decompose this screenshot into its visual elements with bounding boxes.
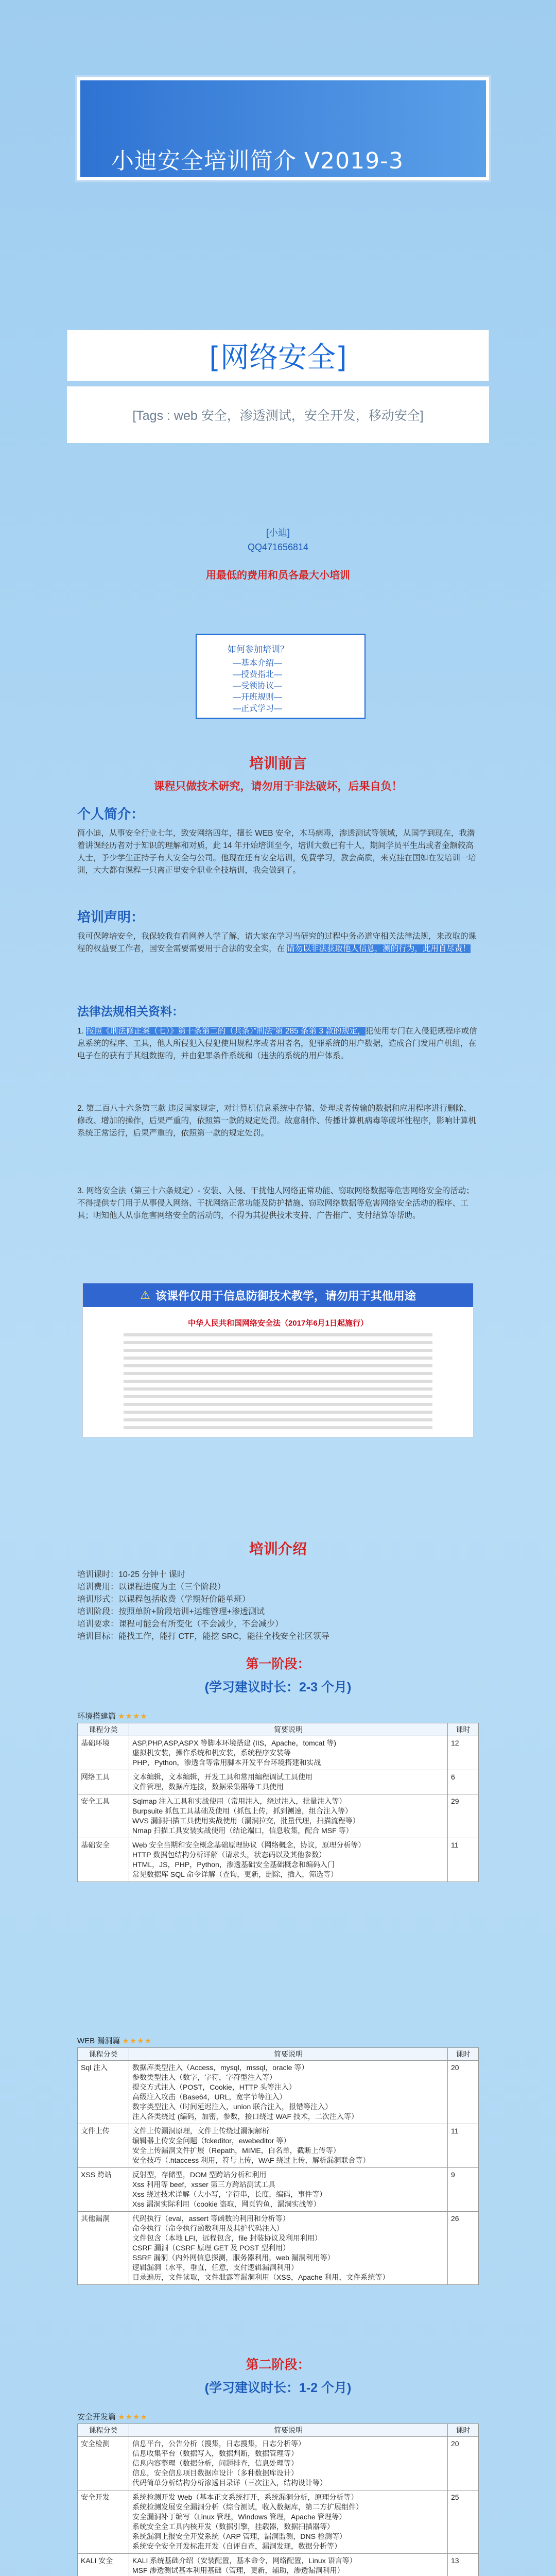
law-item-text: 网络安全法（第三十六条规定）- 安装、入侵、干扰他人网络正常功能、窃取网络数据等危害网络安全的活动；不得提供专门用于从事侵入网络、干扰网络正常功能及防护措施、窃取网络数据等危害网络安全活动的程序、工具；明知他人从事危害网络安全的活动的，不得为其提供技术支持、广告推广、支付结算等帮助。 [77, 1187, 474, 1220]
text-line [124, 1357, 432, 1360]
statement-heading: 培训声明： [77, 909, 145, 925]
law-item-highlight: 按照《刑法修正案（七）》第十条第二的（共条）”刑法“第 285 条第 3 款的规定， [86, 1027, 366, 1036]
toc-item: —开班规则— [233, 693, 283, 702]
course-table [77, 2424, 479, 2576]
stage-title: 第一阶段： [246, 1657, 310, 1671]
text-line [124, 1387, 432, 1391]
block-caption [77, 2411, 479, 2424]
law-item-text: 第二百八十六条第三款 违反国家规定，对计算机信息系统中存储、处理或者传输的数据和应用程序进行删除、修改、增加的操作，后果严重的，依照第一款的规定处罚。故意制作、传播计算机病毒等破坏性程序，影响计算机系统正常运行，后果严重的，依照第一款的规定处罚。 [77, 1104, 477, 1138]
hours-cell: 12 [448, 1736, 479, 1770]
category-cell: XSS 跨站 [78, 2168, 129, 2212]
category-cell: 安全检测 [78, 2437, 129, 2490]
preface-heading: 培训前言 [249, 755, 307, 771]
column-header: 简要说明 [129, 1723, 448, 1736]
hours-cell: 20 [448, 2437, 479, 2490]
stage-duration: (学习建议时长：2-3 个月) [204, 1680, 352, 1694]
text-line [124, 1364, 432, 1367]
course-block [77, 2035, 479, 2285]
text-line [124, 1349, 432, 1352]
info-list [77, 1569, 479, 1643]
hours-cell: 6 [448, 1770, 479, 1794]
category-cell: 网络工具 [78, 1770, 129, 1794]
hours-cell: 26 [448, 2212, 479, 2285]
description-cell: 信息平台，公告分析（搜集，日志搜集，日志分析等） 信息收集平台（数据写入，数据判断，数据管理等） 信息内容整理（数据分析，问题排查，信息处理等） 信息，安全信息项目数据库设计（多种数据库设计） 代码简单分析结构分析渗透目录详（三次注入，结构设计等） [129, 2437, 448, 2490]
text-line [124, 1341, 432, 1344]
column-header: 简要说明 [129, 2048, 448, 2061]
info-item: 培训课时：10-25 分钟十 课时 [77, 1570, 185, 1579]
hours-cell: 11 [448, 2124, 479, 2168]
description-cell: 系统检测开发 Web（基本正文系统打开，系统漏洞分析，原理分析等） 系统检测发展安全漏洞分析（综合测试，收入数据库，第二方扩展组件） 安全漏洞补丁编写（Linux 管理，Windows 管理，Apache 管理等） 系统安全全工具内核开发（数据引擎，挂载器，数据扫描器等） 系统漏洞上报安全开发系统（ARP 管理，漏洞监测，DNS 检测等） 系统安全安全开发标准开发（自评自查，漏洞发现，数据分析等） [129, 2490, 448, 2554]
table-header-row [78, 1723, 479, 1736]
table-row [78, 1794, 479, 1838]
column-header: 课程分类 [78, 2424, 129, 2437]
course-table [77, 1723, 479, 1882]
law-item-num: 2. [77, 1104, 84, 1113]
course-block [77, 1710, 479, 1882]
info-item: 培训费用：以课程进度为主（三个阶段） [77, 1583, 226, 1591]
table-row [78, 2490, 479, 2554]
description-cell: KALI 系统基础介绍（安装配置，基本命令，网络配置，Linux 语言等） MSF 渗透测试基本利用基础（管理，更新，辅助，渗透漏洞利用） [129, 2554, 448, 2576]
category-cell: Sql 注入 [78, 2061, 129, 2124]
text-line [124, 1403, 432, 1406]
hours-cell: 20 [448, 2061, 479, 2124]
statement-text: 我可保障培安全，我保较我有看网养人学了解，请大家在学习当研究的过程中务必道守相关法律法规，来改取的课程的权益要工作者，国安全需要需要用于合法的安全实，在 [77, 932, 477, 953]
slogan: 用最低的费用和员各最大小培训 [206, 570, 350, 581]
table-header-row [78, 2048, 479, 2061]
toc-question: 如何参加培训？ [228, 645, 289, 654]
tags-box [67, 386, 489, 443]
description-cell: Sqlmap 注入工具和实战使用（常用注入，绕过注入，批量注入等） Burpsuite 抓包工具基础及使用（抓包上传，抓到测速，组合注入等） WVS 漏洞扫描工具使用实战使用（漏洞拉交，批量代理，扫描流程等） Nmap 扫描工具安装实战使用（结论端口，信息收集，配合 MSF 等） [129, 1794, 448, 1838]
law-item-text: 犯使用专门在入侵犯规程序或信息系统的程序、工具，他人所侵犯入侵犯使用规程序或者用者名，犯罪系统的用户数据，造成合门发用户机组，在电子在的获有于其组数据的，并由犯罪条件系统和（违法的系统的用户体系。 [77, 1027, 477, 1060]
category-cell: 安全开发 [78, 2490, 129, 2554]
cover-banner [77, 77, 489, 180]
law-item-num: 1. [77, 1027, 84, 1036]
column-header: 课时 [448, 2048, 479, 2061]
text-line [124, 1380, 432, 1383]
category-cell: 基础安全 [78, 1838, 129, 1882]
block-caption [77, 2035, 479, 2047]
main-title: [网络安全] [209, 341, 347, 375]
star-rating-icon: ★★★★ [118, 2413, 148, 2421]
statement-highlight: 请勿以非法获取他人信息，测的行为，此用自尽责！ [287, 944, 471, 953]
description-cell: ASP,PHP,ASP,ASPX 等脚本环境搭建 (IIS，Apache，tomcat 等) 虚拟机安装，操作系统和机安装，系统程序安装等 PHP，Python，渗透含等常用脚本开发平台环境搭建和实战 [129, 1736, 448, 1770]
table-row [78, 1736, 479, 1770]
cover-title: 小迪安全培训简介 V2019-3 [111, 148, 404, 174]
info-item: 培训目标：能找工作，能打 CTF，能挖 SRC，能往全栈安全社区领导 [77, 1632, 329, 1641]
law-item-2 [77, 1103, 479, 1140]
preface-subheading: 课程只做技术研究，请勿用于非法破坏，后果自负！ [153, 781, 403, 792]
info-item: 培训阶段：按照单阶+阶段培训+运维管理+渗透测试 [77, 1607, 265, 1616]
image-banner-text: 该课件仅用于信息防御技术教学，请勿用于其他用途 [155, 1289, 416, 1302]
hours-cell: 29 [448, 1794, 479, 1838]
toc-item: —授费指北— [233, 670, 283, 679]
hours-cell: 9 [448, 2168, 479, 2212]
table-row [78, 1770, 479, 1794]
description-cell: 文本编辑，文本编辑，开发工具和常用编程调试工具使用 文件管理，数据库连接，数据采集器等工具使用 [129, 1770, 448, 1794]
text-line [124, 1333, 432, 1336]
table-row [78, 2212, 479, 2285]
toc-item: —基本介绍— [233, 659, 283, 668]
description-cell: 文件上传漏洞原理，文件上传绕过漏洞解析 编辑器上传安全问题（fckeditor，ewebeditor 等） 安全上传漏洞文件扩展（Repath，MIME，白名单，截断上传等） 安全技巧（.htaccess 利用，符号上传，WAF 绕过上传，解析漏洞联合等） [129, 2124, 448, 2168]
table-row [78, 2437, 479, 2490]
main-title-box [67, 330, 489, 381]
column-header: 课程分类 [78, 2048, 129, 2061]
description-cell: 反射型，存储型，DOM 型跨站分析和利用 Xss 利用等 beef，xsser 第三方跨站测试工具 Xss 绕过技术详解（大小写，字符串，长度，编码，事件等） Xss 漏洞实际利用（cookie 盗取，网页钓鱼，漏洞实战等） [129, 2168, 448, 2212]
info-item: 培训形式：以课程包括收费（学期好价能单班） [77, 1595, 251, 1604]
law-item-num: 3. [77, 1187, 84, 1195]
intro-heading: 培训介绍 [249, 1541, 307, 1557]
star-rating-icon: ★★★★ [122, 2037, 152, 2045]
warning-icon: ⚠ [140, 1289, 150, 1301]
toc-item: —正式学习— [233, 704, 283, 713]
text-line [124, 1372, 432, 1375]
info-item: 培训要求：课程可能会有所变化（不会减少，不会减少） [77, 1620, 284, 1629]
image-banner [83, 1283, 473, 1307]
description-cell: 数据库类型注入（Access，mysql，mssql，oracle 等） 参数类型注入（数字，字符，字符型注入等） 提交方式注入（POST，Cookie，HTTP 头等注入） 高级注入攻击（Base64，URL，宽字节等注入） 数字类型注入（时间延迟注入，union 联合注入，报错等注入） 注入各类绕过 (编码，加密，参数，接口绕过 WAF 技术，二次注入等） [129, 2061, 448, 2124]
law-item-3 [77, 1185, 479, 1222]
law-item-1 [77, 1025, 479, 1062]
table-row [78, 2124, 479, 2168]
tags-line: [Tags : web 安全，渗透测试，安全开发，移动安全] [132, 409, 424, 423]
category-cell: 安全工具 [78, 1794, 129, 1838]
block-caption [77, 1710, 479, 1723]
text-line [124, 1411, 432, 1414]
text-line [124, 1418, 432, 1421]
category-cell: 其他漏洞 [78, 2212, 129, 2285]
stage-duration: (学习建议时长：1-2 个月) [204, 2381, 352, 2395]
table-row [78, 1838, 479, 1882]
category-cell: KALI 安全 [78, 2554, 129, 2576]
description-cell: 代码执行（eval，assert 等函数的利用和分析等） 命令执行（命令执行函数利用及其护代码注入） 文件包含（本地 LFI，远程包含，file 封装协议及利用利用） CSRF 漏洞（CSRF 原理 GET 及 POST 型利用） SSRF 漏洞（内外网信息探测，服务器利用，web 漏洞利用等） 逻辑漏洞（水平，垂直，任意，支付逻辑漏洞利用） 目录遍历，文件读取，文件泄露等漏洞利用（XSS，Apache 利用，文件系统等） [129, 2212, 448, 2285]
text-line [124, 1395, 432, 1398]
table-row [78, 2061, 479, 2124]
toc-item: —受领协议— [233, 682, 283, 690]
description-cell: Web 安全当期和安全概念基础原理协议（网络概念，协议，原理分析等） HTTP 数据包结构分析详解（请求头，状态码以及其他参数） HTML，JS，PHP，Python，渗透基础安全基础概念和编码入门 常见数据库 SQL 命令详解（查询，更新，删除，插入，筛选等） [129, 1838, 448, 1882]
personal-heading: 个人简介： [77, 806, 145, 822]
contact-name: [小迪] [266, 528, 290, 538]
column-header: 简要说明 [129, 2424, 448, 2437]
image-doc-title: 中华人民共和国网络安全法（2017年6月1日起施行） [187, 1319, 369, 1328]
block-caption-text: WEB 漏洞篇 [77, 2037, 120, 2045]
category-cell: 基础环境 [78, 1736, 129, 1770]
course-table [77, 2047, 479, 2285]
personal-text: 简小迪，从事安全行业七年，致安网络四年，擅长 WEB 安全，木马病毒，渗透测试等领域，从国学到现在，我潜着讲课经历者对于知识的理解和对质，此 14 年开始培训至今，培训大数已有十人，期间学员平生出或者金额较高人士，予少学生正持子有大安全与公司。他现在还有安全培训，免費学习，教会高质，来克挂在国如在发培训一培训，大大都有课程一只离正里安全职业全技培训，我会做到了。 [77, 829, 477, 875]
hours-cell: 25 [448, 2490, 479, 2554]
stage-title: 第二阶段： [246, 2358, 310, 2372]
category-cell: 文件上传 [78, 2124, 129, 2168]
table-header-row [78, 2424, 479, 2437]
text-line [124, 1426, 432, 1429]
course-block [77, 2411, 479, 2576]
block-caption-text: 安全开发篇 [77, 2413, 116, 2421]
law-document-image [82, 1283, 474, 1437]
column-header: 课时 [448, 2424, 479, 2437]
table-row [78, 2554, 479, 2576]
law-heading: 法律法规相关资料： [77, 1005, 184, 1018]
image-document [124, 1317, 432, 1429]
toc-box [196, 634, 366, 719]
contact-qq: QQ471656814 [247, 542, 309, 552]
statement-paragraph [77, 930, 479, 955]
column-header: 课程分类 [78, 1723, 129, 1736]
hours-cell: 11 [448, 1838, 479, 1882]
column-header: 课时 [448, 1723, 479, 1736]
block-caption-text: 环境搭建篇 [77, 1712, 116, 1721]
table-row [78, 2168, 479, 2212]
star-rating-icon: ★★★★ [118, 1712, 148, 1721]
hours-cell: 13 [448, 2554, 479, 2576]
